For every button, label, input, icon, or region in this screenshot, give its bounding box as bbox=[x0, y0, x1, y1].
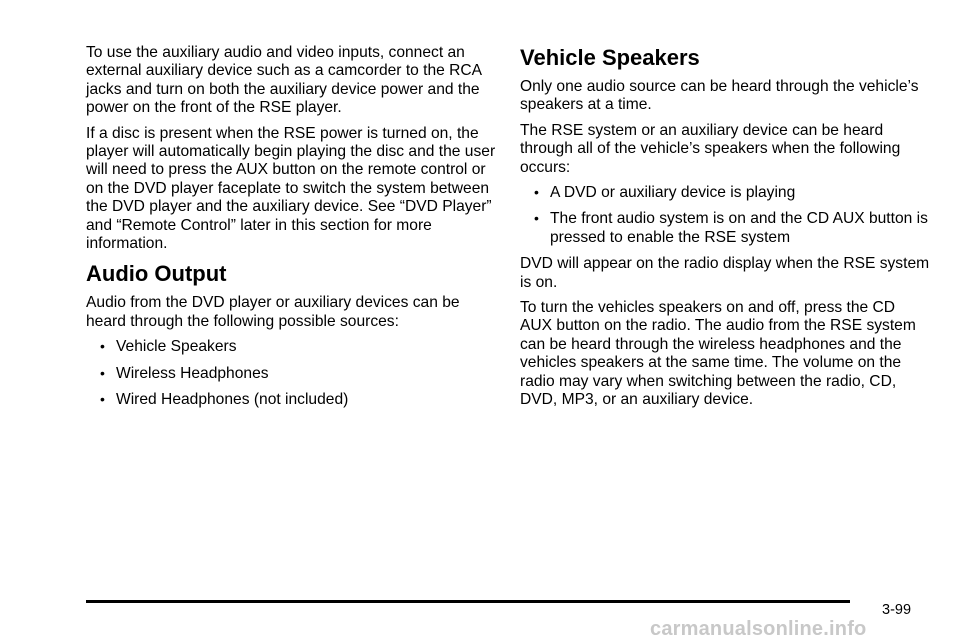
bullet-icon: • bbox=[100, 338, 105, 355]
list-item-text: Wireless Headphones bbox=[116, 364, 269, 382]
list-item-text: Vehicle Speakers bbox=[116, 338, 237, 356]
audio-output-heading: Audio Output bbox=[86, 261, 227, 287]
list-item bbox=[86, 391, 498, 409]
bullet-icon: • bbox=[100, 364, 105, 381]
list-item-text: Wired Headphones (not included) bbox=[116, 391, 349, 409]
intro-paragraph-2: If a disc is present when the RSE power is turned on, the player will automatically begin playing the disc and the user will need to press the AUX button on the remote control or on the DVD player faceplate to switch the system between the DVD player and the auxiliary device. See “DVD Player” and “Remote Control” later in this section for more information. bbox=[86, 124, 496, 253]
bullet-icon: • bbox=[534, 184, 539, 201]
speakers-paragraph-1: Only one audio source can be heard through the vehicle’s speakers at a time. bbox=[520, 78, 919, 114]
page-number: 3-99 bbox=[882, 602, 912, 618]
list-item-text: A DVD or auxiliary device is playing bbox=[550, 184, 796, 202]
list-item bbox=[86, 338, 498, 356]
bullet-icon: • bbox=[100, 391, 105, 408]
audio-output-paragraph: Audio from the DVD player or auxiliary devices can be heard through the following possible sources: bbox=[86, 294, 460, 330]
audio-sources-list bbox=[86, 338, 498, 409]
speakers-paragraph-2: The RSE system or an auxiliary device can be heard through all of the vehicle’s speakers when the following occurs: bbox=[520, 121, 901, 176]
speakers-paragraph-3: DVD will appear on the radio display when the RSE system is on. bbox=[520, 255, 930, 291]
list-item bbox=[86, 365, 498, 383]
speakers-paragraph-4: To turn the vehicles speakers on and off, press the CD AUX button on the radio. The audio from the RSE system can be heard through the wireless headphones and the vehicles speakers at the same time. The volume on the radio may vary when switching between the radio, CD, DVD, MP3, or an auxiliary device. bbox=[520, 299, 916, 409]
list-item bbox=[520, 210, 930, 247]
watermark: carmanualsonline.info bbox=[650, 618, 867, 640]
footer-rule bbox=[86, 600, 850, 603]
vehicle-speakers-heading: Vehicle Speakers bbox=[520, 45, 700, 70]
left-column bbox=[86, 44, 498, 418]
list-item-text: The front audio system is on and the CD AUX button is pressed to enable the RSE system bbox=[550, 210, 928, 246]
intro-paragraph-1: To use the auxiliary audio and video inputs, connect an external auxiliary device such as a camcorder to the RCA jacks and turn on both the auxiliary device power and the power on the front of the RSE player. bbox=[86, 44, 482, 117]
right-column bbox=[520, 44, 930, 417]
speaker-conditions-list bbox=[520, 184, 930, 247]
bullet-icon: • bbox=[534, 210, 539, 227]
list-item bbox=[520, 184, 930, 202]
